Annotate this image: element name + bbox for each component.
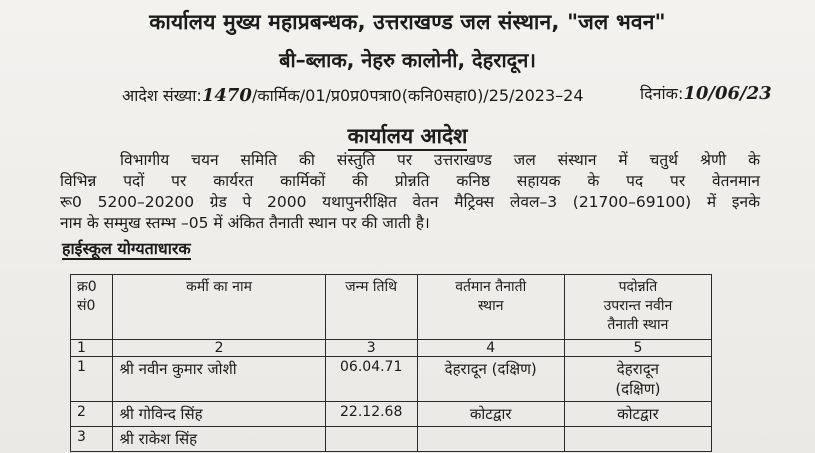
row-new-posting: देहरादून (दक्षिण)	[564, 357, 711, 402]
row-new-posting: कोटद्वार	[564, 402, 711, 427]
header-new-posting: पदोन्नति उपरान्त नवीन तैनाती स्थान	[564, 275, 711, 340]
document-title	[0, 122, 815, 150]
order-number-handwritten: 1470	[201, 85, 252, 106]
order-date-label: दिनांक:	[640, 84, 684, 103]
paragraph-line: विभागीय चयन समिति की संस्तुति पर उत्तराखण्ड जल संस्थान में चतुर्थ श्रेणी के	[120, 151, 760, 169]
row-current-posting	[417, 427, 564, 452]
row-name: श्री गोविन्द सिंह	[113, 402, 325, 427]
order-number-reference: /कार्मिक/01/प्र0प्र0पत्रा0(कनि0सहा0)/25/2023–24	[251, 86, 584, 105]
column-number: 4	[417, 340, 564, 357]
row-current-posting: देहरादून (दक्षिण)	[417, 357, 564, 402]
column-number: 3	[325, 340, 417, 357]
section-title: हाईस्कूल योग्यताधारक	[62, 239, 191, 258]
table-row	[71, 402, 712, 427]
order-date	[640, 82, 772, 104]
row-dob: 06.04.71	[325, 357, 417, 402]
paragraph-line: विभिन्न पदों पर कार्यरत कार्मिकों की प्रोन्नति कनिष्ठ सहायक के पद पर वेतनमान	[60, 172, 760, 190]
table-row	[71, 427, 712, 452]
order-number	[122, 84, 584, 106]
column-number: 1	[71, 340, 113, 357]
column-number: 2	[113, 340, 325, 357]
row-dob: 22.12.68	[325, 402, 417, 427]
office-header-line-2: बी–ब्लाक, नेहरु कालोनी, देहरादून।	[279, 48, 536, 72]
row-new-posting	[564, 427, 711, 452]
header-employee-name: कर्मी का नाम	[113, 275, 325, 340]
row-dob	[325, 427, 417, 452]
column-number-row	[71, 340, 712, 357]
row-serial: 2	[71, 402, 113, 427]
column-number: 5	[564, 340, 711, 357]
table-row	[71, 357, 712, 402]
row-name: श्री नवीन कुमार जोशी	[113, 357, 325, 402]
row-serial: 3	[71, 427, 113, 452]
header-current-posting: वर्तमान तैनाती स्थान	[417, 275, 564, 340]
order-date-handwritten: 10/06/23	[683, 83, 772, 104]
order-number-label: आदेश संख्या:	[122, 86, 202, 105]
row-current-posting: कोटद्वार	[417, 402, 564, 427]
table-header-row	[71, 275, 712, 340]
promotion-table	[70, 274, 712, 452]
office-header-line-1: कार्यालय मुख्य महाप्रबन्धक, उत्तराखण्ड जल संस्थान, "जल भवन"	[149, 10, 666, 34]
row-name: श्री राकेश सिंह	[113, 427, 325, 452]
paragraph-line: रू0 5200–20200 ग्रेड पे 2000 यथापुनरीक्षित वेतन मैट्रिक्स लेवल–3 (21700–69100) में इनके	[60, 193, 760, 211]
row-serial: 1	[71, 357, 113, 402]
paragraph-line: नाम के सम्मुख स्तम्भ –05 में अंकित तैनाती स्थान पर की जाती है।	[60, 214, 430, 232]
header-serial-number: क्र0 सं0	[71, 275, 113, 340]
document-title-text: कार्यालय आदेश	[348, 124, 468, 151]
header-date-of-birth: जन्म तिथि	[325, 275, 417, 340]
order-paragraph	[60, 150, 760, 234]
